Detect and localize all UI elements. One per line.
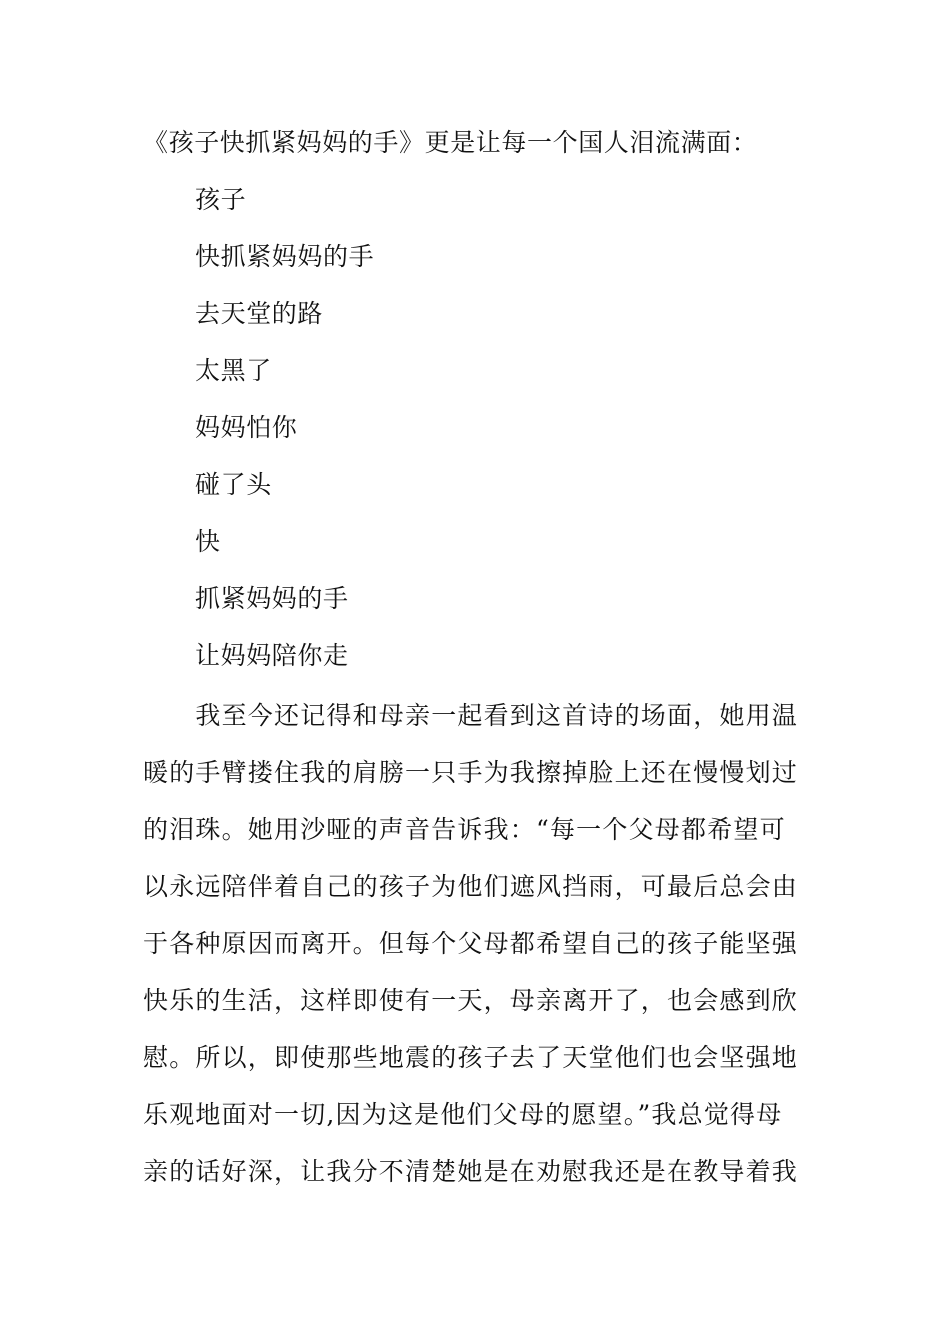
paragraph-line: 快乐的生活，这样即使有一天，母亲离开了，也会感到欣 [143,986,799,1015]
intro-line: 《孩子快抓紧妈妈的手》更是让每一个国人泪流满面： [143,128,758,157]
paragraph-line: 以永远陪伴着自己的孩子为他们遮风挡雨，可最后总会由 [143,872,799,901]
paragraph-line: 慰。所以，即使那些地震的孩子去了天堂他们也会坚强地 [143,1043,799,1072]
paragraph-line: 于各种原因而离开。但每个父母都希望自己的孩子能坚强 [143,929,799,958]
paragraph-line: 我至今还记得和母亲一起看到这首诗的场面，她用温 [143,701,799,730]
poem-line: 孩子 [195,185,247,214]
poem-line: 快 [195,527,221,556]
paragraph-line: 亲的话好深，让我分不清楚她是在劝慰我还是在教导着我 [143,1157,799,1186]
poem-line: 快抓紧妈妈的手 [195,242,375,271]
poem-line: 让妈妈陪你走 [195,641,349,670]
paragraph-line: 暖的手臂搂住我的肩膀一只手为我擦掉脸上还在慢慢划过 [143,758,799,787]
poem-line: 妈妈怕你 [195,413,298,442]
paragraph-line: 乐观地面对一切,因为这是他们父母的愿望。”我总觉得母 [143,1100,783,1129]
poem-line: 抓紧妈妈的手 [195,584,349,613]
poem-line: 碰了头 [195,470,272,499]
poem-line: 去天堂的路 [195,299,324,328]
poem-line: 太黑了 [195,356,272,385]
paragraph-line: 的泪珠。她用沙哑的声音告诉我：“每一个父母都希望可 [143,815,786,844]
